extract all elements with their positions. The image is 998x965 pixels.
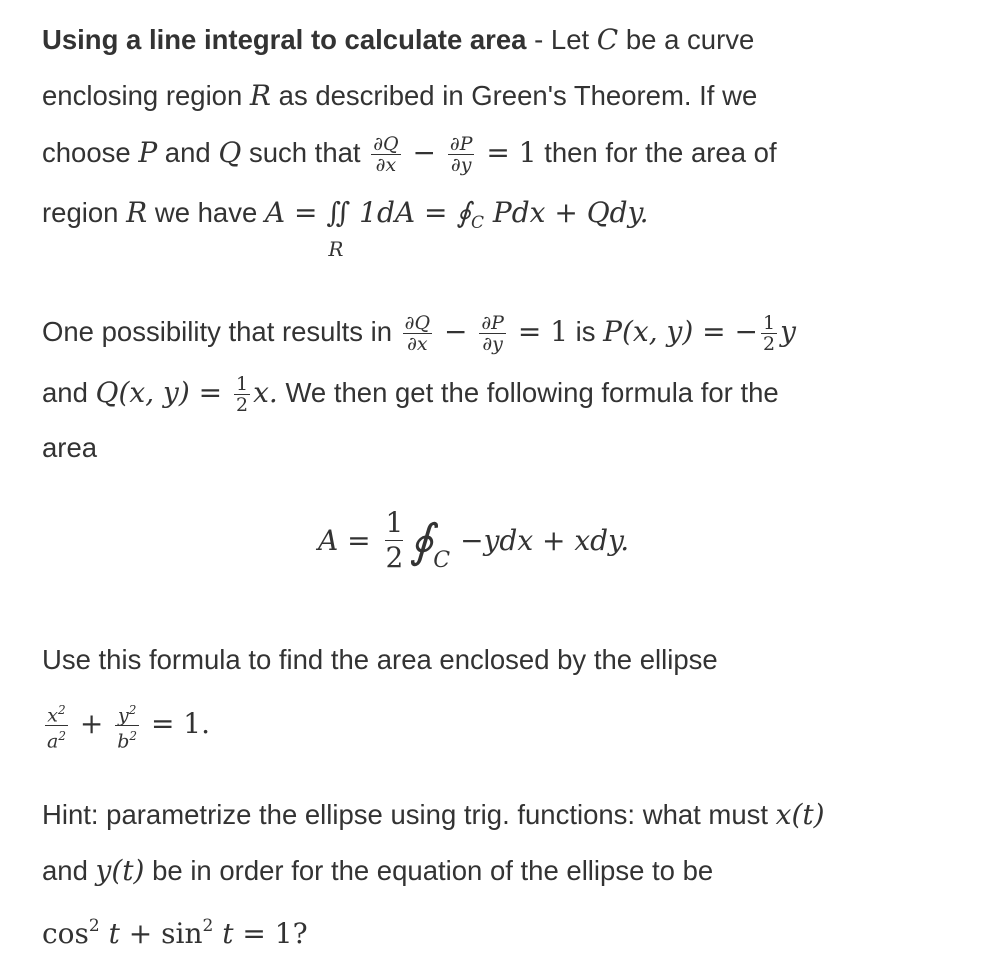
double-integral: ∬ R <box>326 196 351 261</box>
area-formula: A = $\frac{1}{2}$ ∮C−ydx + xdy. <box>318 506 630 574</box>
para1-line1: Using a line integral to calculate area - Let C be a curve <box>42 23 755 56</box>
para1-line2: enclosing region R as described in Green's Theorem. If we <box>42 79 758 112</box>
ellipse-equation: $\frac{x^2}{a^2}$ + $\frac{y^2}{b^2}$ = 1. <box>47 703 211 753</box>
hint-line1: Hint: parametrize the ellipse using trig. functions: what must x(t) <box>42 798 825 831</box>
trig-identity: $\cos^2 t + \sin^2 t = 1$? <box>42 916 308 950</box>
dQ-dx-fraction: $\frac{\partial Q}{\partial x}$ <box>373 133 399 176</box>
one-half-fraction: $\frac{1}{2}$ <box>763 312 776 355</box>
para1-line4: region R we have A = ∬ R $1dA = ∮_C$ Pdx + Qdy. <box>42 196 649 261</box>
para2-line3: area <box>42 432 98 463</box>
section-title: Using a line integral to calculate area <box>42 24 527 55</box>
para3-line1: Use this formula to find the area enclosed by the ellipse <box>42 644 718 675</box>
para1-line3: choose P and Q such that $\frac{\partial Q}{\partial x}$ − $\frac{\partial P}{\partial y}$ = 1 then for the area of <box>42 133 777 176</box>
hint-line2: and y(t) be in order for the equation of the ellipse to be <box>42 854 714 887</box>
dP-dy-fraction: $\frac{\partial P}{\partial y}$ <box>449 133 473 176</box>
para2-line1: One possibility that results in $\frac{\partial Q}{\partial x}$ − $\frac{\partial P}{\partial y}$ = 1 is P(x, y) = − $\frac{1}{2}$ y <box>42 312 796 355</box>
contour-integral-symbol: ∮ <box>456 196 471 229</box>
para2-line2: and Q(x, y) = $\frac{1}{2}$ x. We then get the following formula for the <box>42 373 779 416</box>
display-one-half: $\frac{1}{2}$ <box>385 506 404 574</box>
display-contour-integral: ∮ <box>409 513 434 568</box>
